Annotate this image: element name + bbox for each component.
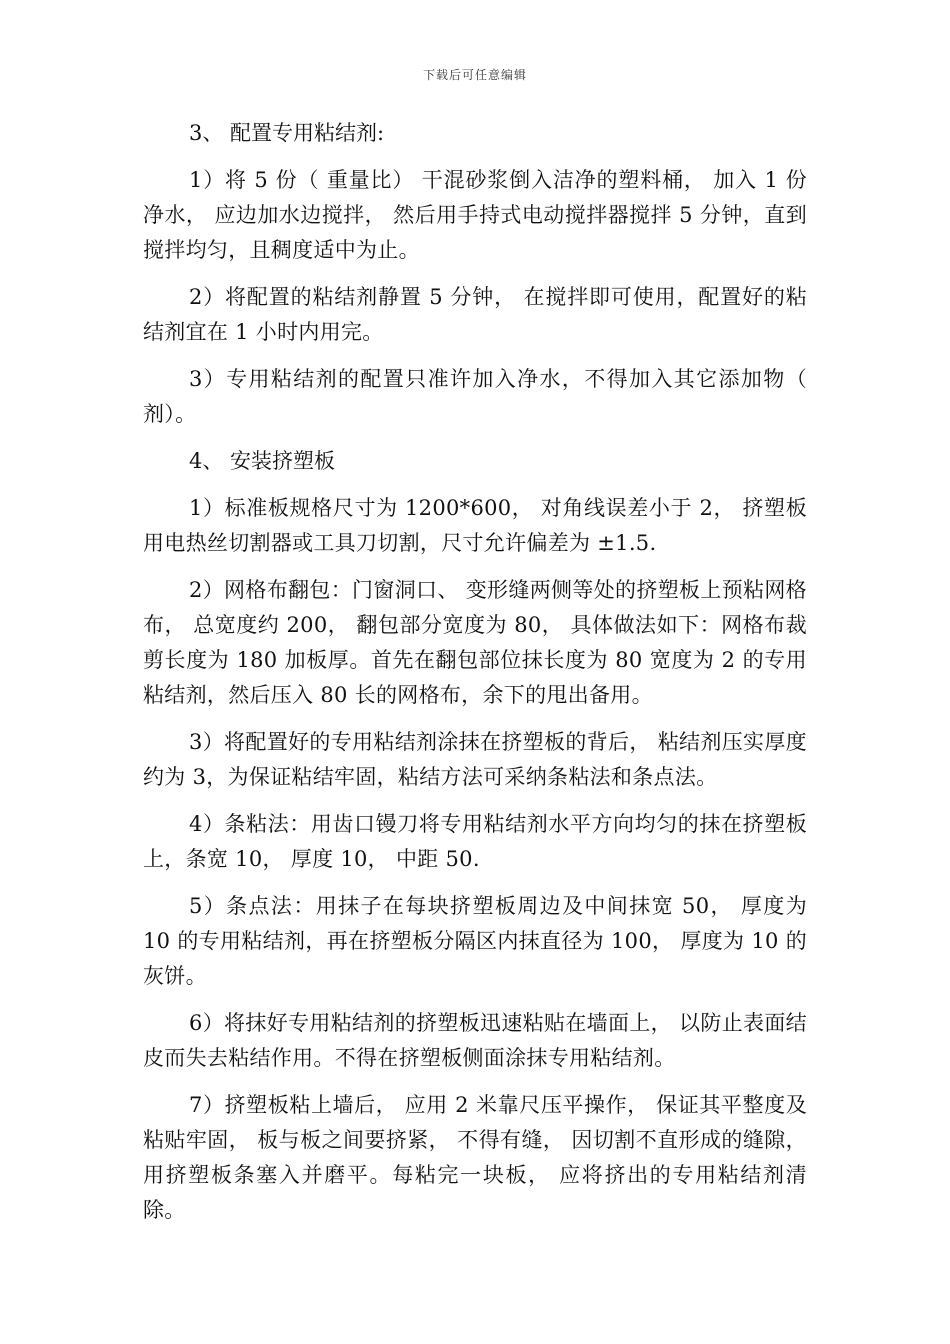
paragraph-4-4: 4）条粘法：用齿口镘刀将专用粘结剂水平方向均匀的抹在挤塑板上，条宽 10， 厚度 10， 中距 50. <box>143 812 807 871</box>
paragraph-4-7: 7）挤塑板粘上墙后， 应用 2 米靠尺压平操作， 保证其平整度及粘贴牢固， 板与板之间要挤紧， 不得有缝， 因切割不直形成的缝隙，用挤塑板条塞入并磨平。每粘完一块板， 应将挤出的专用粘结剂清除。 <box>143 1093 807 1222</box>
paragraph-4-2: 2）网格布翻包：门窗洞口、 变形缝两侧等处的挤塑板上预粘网格布， 总宽度约 200， 翻包部分宽度为 80， 具体做法如下：网格布裁剪长度为 180 加板厚。首先在翻包部位抹长度为 80 宽度为 2 的专用粘结剂，然后压入 80 长的网格布，余下的甩出备用。 <box>143 578 807 707</box>
section-heading-3: 3、 配置专用粘结剂: <box>189 121 385 145</box>
paragraph-4-3: 3）将配置好的专用粘结剂涂抹在挤塑板的背后， 粘结剂压实厚度约为 3，为保证粘结牢固，粘结方法可采纳条粘法和条点法。 <box>143 730 807 789</box>
document-body <box>143 116 807 1240</box>
paragraph-3-3: 3）专用粘结剂的配置只准许加入净水，不得加入其它添加物（ 剂）。 <box>143 367 807 426</box>
paragraph-4-6: 6）将抹好专用粘结剂的挤塑板迅速粘贴在墙面上， 以防止表面结皮而失去粘结作用。不得在挤塑板侧面涂抹专用粘结剂。 <box>143 1011 807 1070</box>
paragraph-3-1: 1）将 5 份（ 重量比） 干混砂浆倒入洁净的塑料桶， 加入 1 份净水， 应边加水边搅拌， 然后用手持式电动搅拌器搅拌 5 分钟，直到搅拌均匀，且稠度适中为止。 <box>143 168 807 262</box>
paragraph-3-2: 2）将配置的粘结剂静置 5 分钟， 在搅拌即可使用，配置好的粘结剂宜在 1 小时内用完。 <box>143 285 807 344</box>
paragraph-4-5: 5）条点法：用抹子在每块挤塑板周边及中间抹宽 50， 厚度为 10 的专用粘结剂，再在挤塑板分隔区内抹直径为 100， 厚度为 10 的灰饼。 <box>143 894 807 988</box>
section-heading-4: 4、 安装挤塑板 <box>189 449 336 473</box>
paragraph-4-1: 1）标准板规格尺寸为 1200*600， 对角线误差小于 2， 挤塑板用电热丝切割器或工具刀切割，尺寸允许偏差为 ±1.5. <box>143 496 807 555</box>
header-note: 下载后可任意编辑 <box>422 68 527 82</box>
